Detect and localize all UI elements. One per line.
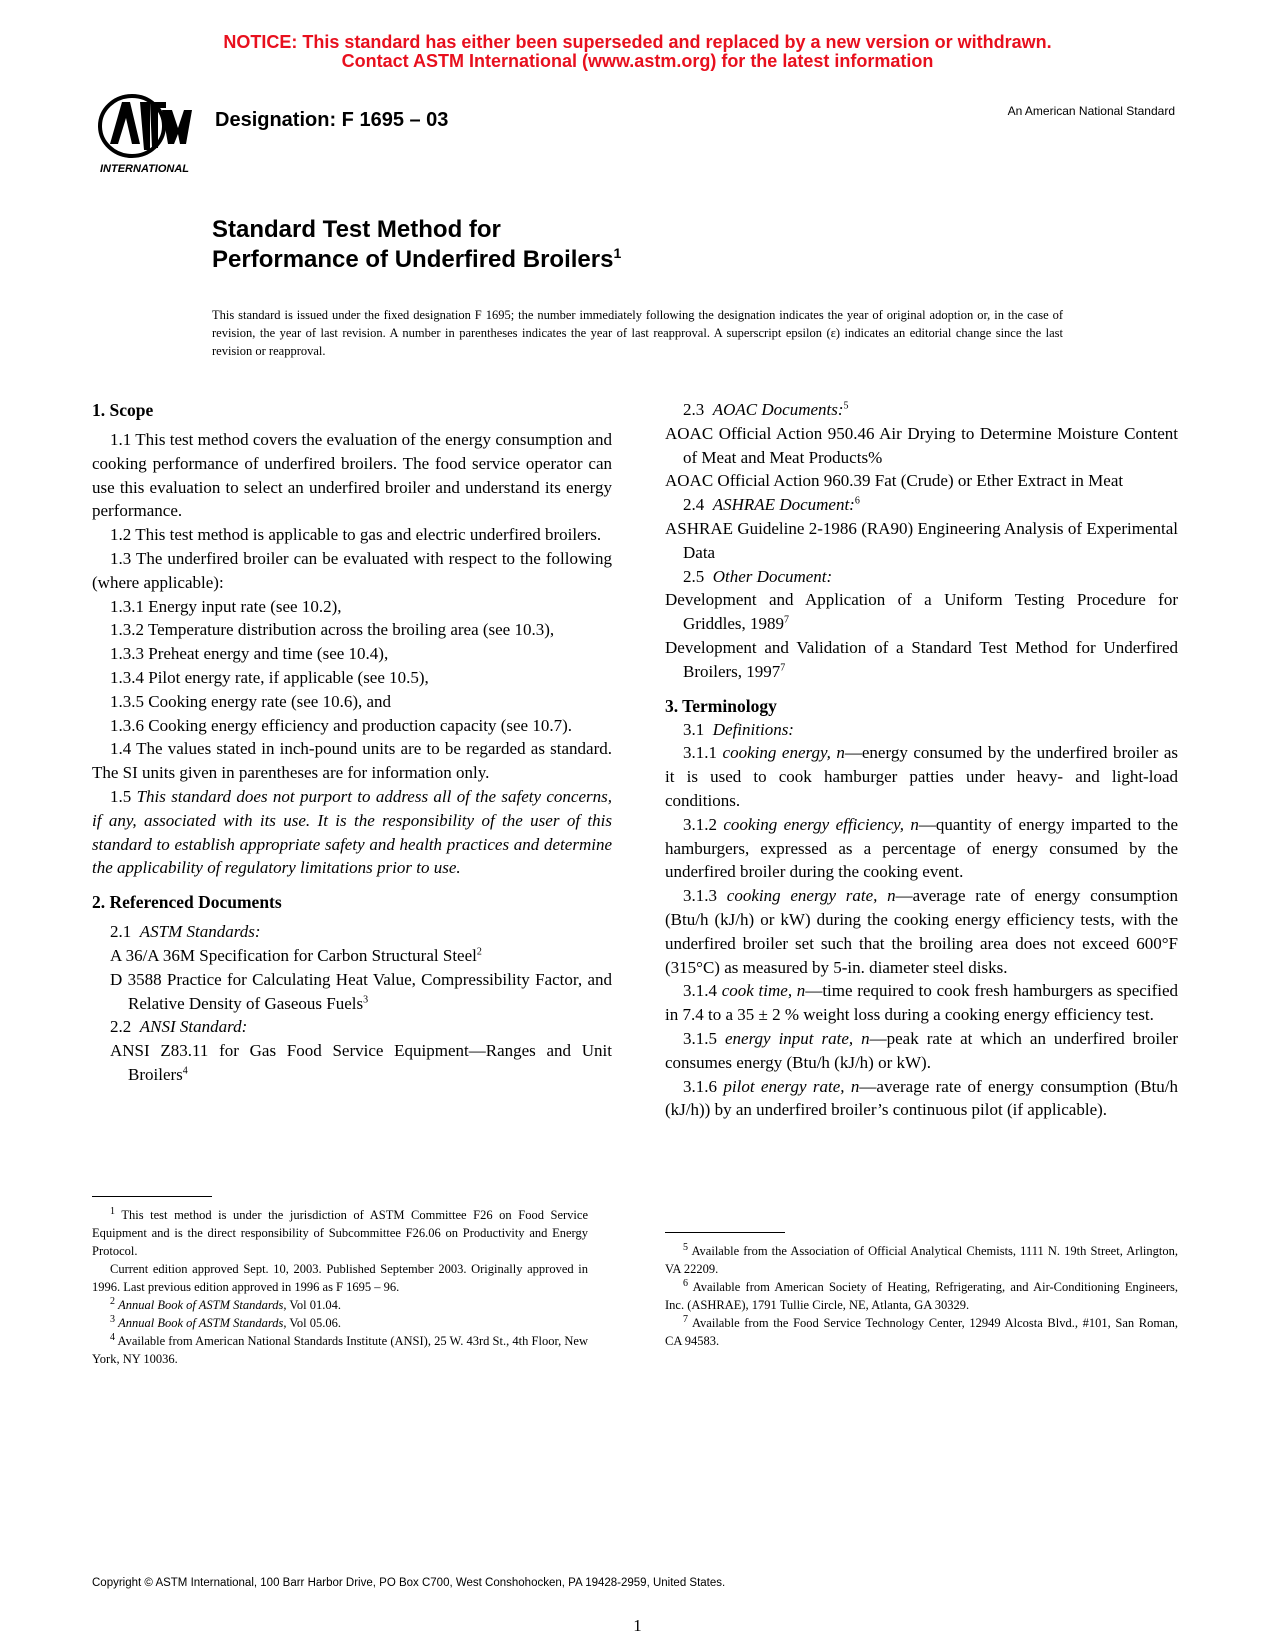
para-2-5: 2.5 Other Document: xyxy=(683,566,833,586)
para-1-3-5: 1.3.5 Cooking energy rate (see 10.6), and xyxy=(110,691,392,711)
para-1-3-4: 1.3.4 Pilot energy rate, if applicable (see 10.5), xyxy=(110,667,429,687)
title-line-1: Standard Test Method for xyxy=(212,216,501,243)
ref-d3588: D 3588 Practice for Calculating Heat Value, Compressibility Factor, and Relative Density of Gaseous Fuels$^3$ xyxy=(110,969,612,1013)
page-number: 1 xyxy=(633,1616,642,1635)
astm-logo xyxy=(88,88,198,180)
para-1-5: 1.5 This standard does not purport to address all of the safety concerns, if any, associated with its use. It is the responsibility of the user of this standard to establish appropriate safety and health practices and determine the applicability of regulatory limitations prior to use. xyxy=(92,786,612,878)
definition-cook-time: 3.1.4 cook time, n—time required to cook fresh hamburgers as specified in 7.4 to a 35 ± 2 % weight loss during a cooking energy efficiency test. xyxy=(665,981,1178,1025)
para-1-3: 1.3 The underfired broiler can be evaluated with respect to the following (where applicable): xyxy=(92,548,612,592)
footnotes-left xyxy=(92,1196,588,1368)
footnotes-right xyxy=(665,1232,1178,1350)
ref-other-1: Development and Application of a Uniform Testing Procedure for Griddles, 1989$^7$ xyxy=(665,590,1178,634)
para-1-1: 1.1 This test method covers the evaluation of the energy consumption and cooking performance of underfired broilers. The food service operator can use this evaluation to select an underfired broiler and understand its energy performance. xyxy=(92,430,612,521)
para-2-1: 2.1 ASTM Standards: xyxy=(110,922,261,942)
definition-energy-input-rate: 3.1.5 energy input rate, n—peak rate at which an underfired broiler consumes energy (Btu/h (kJ/h) or kW). xyxy=(665,1028,1179,1072)
footnote-1-edition: Current edition approved Sept. 10, 2003. Published September 2003. Originally approved in 1996. Last previous edition approved in 1996 as F 1695 – 96. xyxy=(92,1262,588,1294)
footnote-7: $^7$ Available from the Food Service Technology Center, 12949 Alcosta Blvd., #101, San Roman, CA 94583. xyxy=(665,1313,1178,1348)
para-1-3-1: 1.3.1 Energy input rate (see 10.2), xyxy=(110,596,342,616)
footnote-3: $^3$ Annual Book of ASTM Standards, Vol 05.06. xyxy=(110,1313,341,1330)
para-2-3: 2.3 AOAC Documents:$^5$ xyxy=(683,400,849,419)
logo-text: INTERNATIONAL xyxy=(100,163,190,175)
title-footnote-ref: 1 xyxy=(613,245,622,261)
para-2-2: 2.2 ANSI Standard: xyxy=(110,1017,248,1037)
section-heading-terminology: 3. Terminology xyxy=(665,695,777,716)
withdrawal-notice xyxy=(0,33,1275,71)
ref-a36: A 36/A 36M Specification for Carbon Structural Steel$^2$ xyxy=(110,945,482,965)
footnote-2: $^2$ Annual Book of ASTM Standards, Vol 01.04. xyxy=(110,1295,341,1312)
para-1-3-3: 1.3.3 Preheat energy and time (see 10.4), xyxy=(110,644,389,664)
definition-cooking-energy: 3.1.1 cooking energy, n—energy consumed by the underfired broiler as it is used to cook hamburger patties under heavy- and light-load conditions. xyxy=(665,743,1179,810)
issuance-note: This standard is issued under the fixed designation F 1695; the number immediately following the designation indicates the year of original adoption or, in the case of revision, the year of last revision. A number in parentheses indicates the year of last reapproval. A superscript epsilon (ε) indicates an editorial change since the last revision or reapproval. xyxy=(212,308,1063,358)
para-1-3-2: 1.3.2 Temperature distribution across the broiling area (see 10.3), xyxy=(110,620,555,640)
ref-ansi: ANSI Z83.11 for Gas Food Service Equipment—Ranges and Unit Broilers$^4$ xyxy=(110,1041,612,1084)
para-1-4: 1.4 The values stated in inch-pound units are to be regarded as standard. The SI units given in parentheses are for information only. xyxy=(92,739,612,783)
definition-cooking-energy-rate: 3.1.3 cooking energy rate, n—average rate of energy consumption (Btu/h (kJ/h) or kW) during the cooking energy efficiency tests, with the underfired broiler set such that the broiling area does not exceed 600°F (315°C) as measured by 5-in. diameter steel disks. xyxy=(665,886,1179,977)
ref-aoac-1: AOAC Official Action 950.46 Air Drying to Determine Moisture Content of Meat and Meat Products% xyxy=(665,423,1178,467)
left-column xyxy=(92,398,612,1087)
para-3-1: 3.1 Definitions: xyxy=(683,719,794,739)
footnote-5: $^5$ Available from the Association of Official Analytical Chemists, 1111 N. 19th Street, Arlington, VA 22209. xyxy=(665,1241,1178,1276)
american-national-standard: An American National Standard xyxy=(1007,104,1175,118)
document-title xyxy=(212,215,621,275)
notice-line-1: NOTICE: This standard has either been superseded and replaced by a new version or withdrawn. xyxy=(223,32,1052,52)
footnote-4: $^4$ Available from American National Standards Institute (ANSI), 25 W. 43rd St., 4th Floor, New York, NY 10036. xyxy=(92,1331,589,1366)
definition-cooking-energy-efficiency: 3.1.2 cooking energy efficiency, n—quantity of energy imparted to the hamburgers, expressed as a percentage of energy consumed by the underfired broiler during the cooking event. xyxy=(665,814,1179,882)
section-heading-scope: 1. Scope xyxy=(92,400,154,420)
ref-aoac-2: AOAC Official Action 960.39 Fat (Crude) or Ether Extract in Meat xyxy=(665,471,1124,491)
footnote-1: $^1$ This test method is under the jurisdiction of ASTM Committee F26 on Food Service Equipment and is the direct responsibility of Subcommittee F26.06 on Productivity and Energy Protocol. xyxy=(92,1205,588,1258)
para-1-3-6: 1.3.6 Cooking energy efficiency and production capacity (see 10.7). xyxy=(110,715,573,735)
designation: Designation: F 1695 – 03 xyxy=(215,109,449,131)
ref-other-2: Development and Validation of a Standard Test Method for Underfired Broilers, 1997$^7$ xyxy=(665,637,1178,681)
astm-logo-icon xyxy=(88,88,198,180)
ref-ashrae: ASHRAE Guideline 2-1986 (RA90) Engineering Analysis of Experimental Data xyxy=(665,518,1178,562)
section-heading-referenced-documents: 2. Referenced Documents xyxy=(92,892,282,913)
para-2-4: 2.4 ASHRAE Document:$^6$ xyxy=(683,495,860,515)
copyright: Copyright © ASTM International, 100 Barr Harbor Drive, PO Box C700, West Conshohocken, PA 19428-2959, United States. xyxy=(92,1577,726,1589)
para-1-2: 1.2 This test method is applicable to gas and electric underfired broilers. xyxy=(110,525,602,545)
right-column xyxy=(665,398,1178,1122)
title-line-2: Performance of Underfired Broilers$^1$ xyxy=(212,245,622,273)
notice-line-2: Contact ASTM International (www.astm.org) for the latest information xyxy=(341,51,934,71)
footnote-6: $^6$ Available from American Society of Heating, Refrigerating, and Air-Conditioning Engineers, Inc. (ASHRAE), 1791 Tullie Circle, NE, Atlanta, GA 30329. xyxy=(665,1277,1179,1312)
definition-pilot-energy-rate: 3.1.6 pilot energy rate, n—average rate of energy consumption (Btu/h (kJ/h)) by an underfired broiler’s continuous pilot (if applicable). xyxy=(665,1076,1178,1120)
